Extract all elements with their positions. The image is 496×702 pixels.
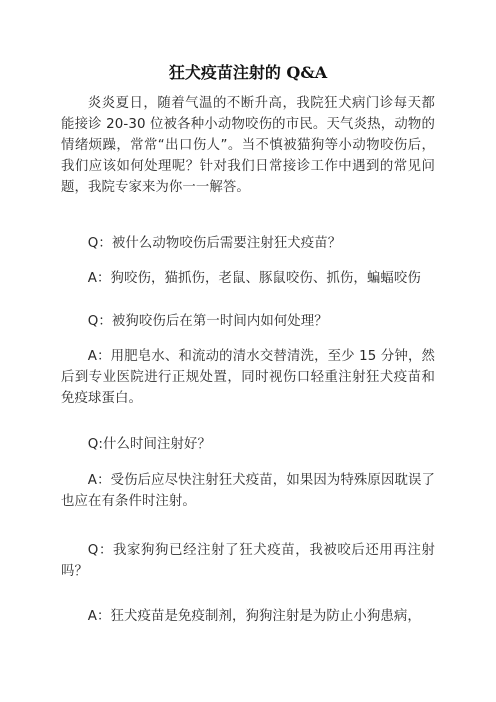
question-1: Q：被什么动物咬伤后需要注射狂犬疫苗？ bbox=[87, 236, 342, 251]
question-4: Q：我家狗狗已经注射了狂犬疫苗，我被咬后还用再注射吗？ bbox=[61, 543, 435, 579]
answer-3: A：受伤后应尽快注射狂犬疫苗，如果因为特殊原因耽误了也应在有条件时注射。 bbox=[61, 473, 435, 509]
question-2: Q：被狗咬伤后在第一时间内如何处理？ bbox=[87, 314, 328, 329]
intro-paragraph: 炎炎夏日，随着气温的不断升高，我院狂犬病门诊每天都能接诊 20-30 位被各种小动物咬伤的市民。天气炎热，动物的情绪烦躁，常常“出口伤人”。当不慎被猫狗等小动物咬伤后，我们应该如何处理呢？针对我们日常接诊工作中遇到的常见问题，我院专家来为你一一解答。 bbox=[61, 96, 435, 195]
answer-4: A：狂犬疫苗是免疫制剂，狗狗注射是为防止小狗患病， bbox=[87, 609, 421, 624]
document-title: 狂犬疫苗注射的 Q&A bbox=[168, 63, 328, 82]
answer-1: A：狗咬伤，猫抓伤，老鼠、豚鼠咬伤、抓伤，蝙蝠咬伤 bbox=[87, 271, 421, 286]
question-3: Q:什么时间注射好？ bbox=[87, 437, 211, 452]
answer-2: A：用肥皂水、和流动的清水交替清洗，至少 15 分钟，然后到专业医院进行正规处置，同时视伤口轻重注射狂犬疫苗和免疫球蛋白。 bbox=[61, 349, 435, 406]
